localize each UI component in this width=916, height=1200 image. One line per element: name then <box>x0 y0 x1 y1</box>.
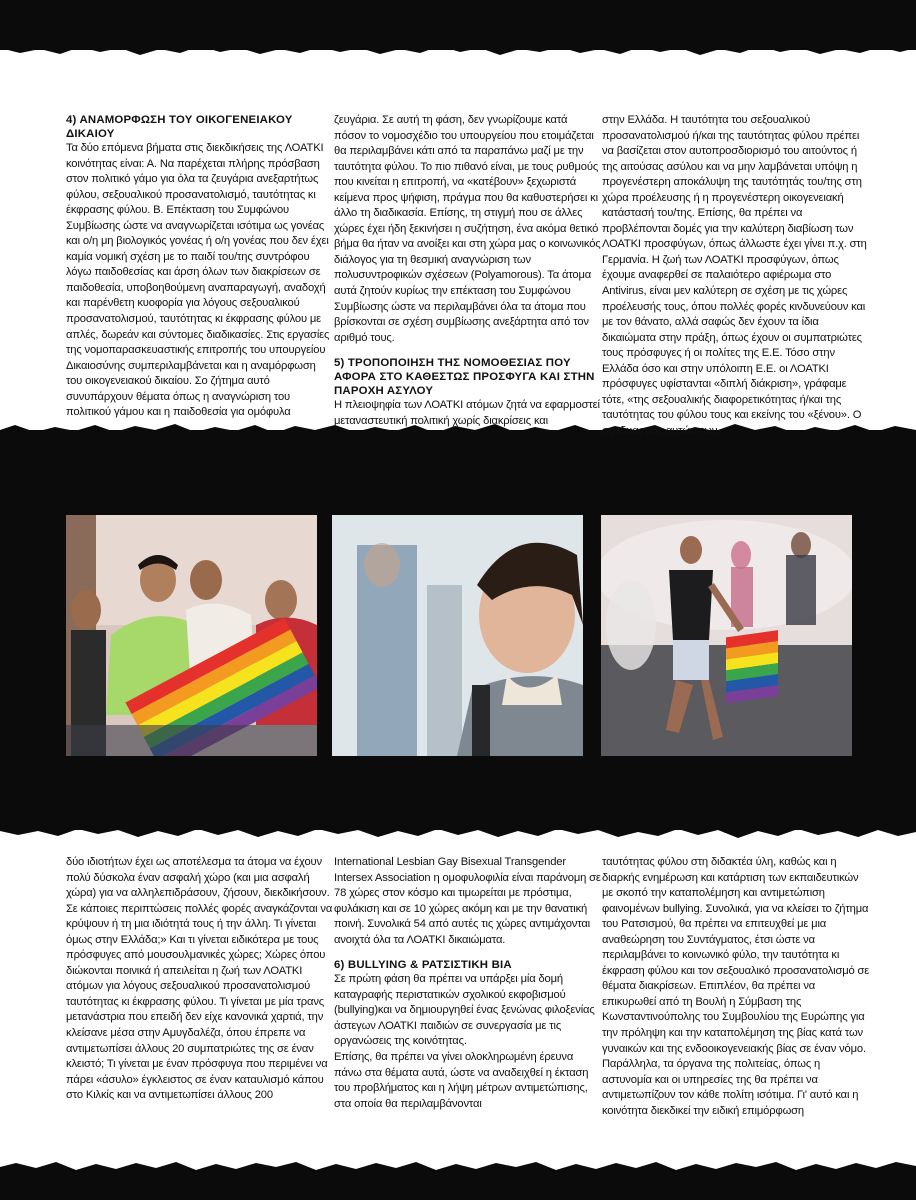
top-column-2 <box>334 113 602 429</box>
body-text: στην Ελλάδα. Η ταυτότητα του σεξουαλικού προσανατολισμού ή/και της ταυτότητας φύλου πρέπει να βασίζεται στον αυτοπροσδιορισμό του αιτούντος ή της αιτούσας ασύλου και να μην λαμβάνεται υπόψη η προγενέστερη αποκάλυψη της ταυτότητάς του/της στη χώρα προέλευσης ή η προγενέστερη οικογενειακή κατάστασή του/της. Επίσης, θα πρέπει να προβλέπονται δομές για την καλύτερη διαβίωση των ΛΟΑΤΚΙ προσφύγων, όπως άλλωστε έχει γίνει π.χ. στη Γερμανία. Η ζωή των ΛΟΑΤΚΙ προσφύγων, όπως έχουμε αναφερθεί σε παλαιότερο αφιέρωμα στο Antivirus, είναι μεν καλύτερη σε σχέση με τις χώρες προέλευσής τους, όπου πολλές φορές κινδυνεύουν και με τον θάνατο, αλλά σαφώς δεν έχουν τα ίδια δικαιώματα στην πράξη, όπως έχουν οι συμπατριώτες τους πρόσφυγες ή οι πολίτες της Ε.Ε. Τόσο στην Ελλάδα όσο και στην υπόλοιπη Ε.Ε. οι ΛΟΑΤΚΙ πρόσφυγες υφίστανται «διπλή διάκριση», γράφαμε τότε, «της σεξουαλικής διαφορετικότητας ή/και της ταυτότητας του φύλου τους και εκείνης του «ξένου». Ο συνδυασμός αυτών των <box>602 114 867 437</box>
section-heading-4: 4) ΑΝΑΜΟΡΦΩΣΗ ΤΟΥ ΟΙΚΟΓΕΝΕΙΑΚΟΥ ΔΙΚΑΙΟΥ <box>66 114 293 140</box>
photo-group-with-rainbow-flag <box>66 515 317 756</box>
torn-edge-top <box>0 40 916 60</box>
body-text: Τα δύο επόμενα βήματα στις διεκδικήσεις της ΛΟΑΤΚΙ κοινότητας είναι: Α. Να παρέχεται πλήρης πρόσβαση στον πολιτικό γάμο για όλα τα ζευγάρια ανεξαρτήτως φύλου, σεξουαλικού προσανατολισμό, ταυτότητας κι έκφρασης φύλου. Β. Επέκταση του Συμφώνου Συμβίωσης ώστε να αναγνωρίζεται ισότιμα ως γονέας και ο/η μη βιολογικός γονέας ή ο/η γονέας που δεν έχει καμία νομική σχέση με το παιδί του/της συντρόφου λόγω παιδοθεσίας και άρση όλων των διακρίσεων σε παιδοθεσία, υποβοηθούμενη αναπαραγωγή, αναδοχή και παρένθετη κυοφορία για λόγους σεξουαλικού προσανατολισμού, ταυτότητας κι έκφρασης φύλου με απλές, δωρεάν και σύντομες διαδικασίες. Στις εργασίες της νομοπαρασκευαστικής επιτροπής του υπουργείου Δικαιοσύνης συμπεριλαμβάνεται και η αναμόρφωση του οικογενειακού δικαίου. Σο ζήτημα αυτό συνυπάρχουν θέματα όπως η αναγνώριση του πολιτικού γάμου και η παιδοθεσία για ομόφυλα <box>66 142 330 419</box>
section-heading-6: 6) BULLYING & ΡΑΤΣΙΣΤΙΚΗ ΒΙΑ <box>334 959 512 972</box>
top-column-1 <box>66 113 334 421</box>
photo-protester-with-flag-tear-gas <box>601 515 852 756</box>
body-text: Σε πρώτη φάση θα πρέπει να υπάρξει μία δομή καταγραφής περιστατικών σχολικού εκφοβισμού (bullying)και να δημιουργηθεί ένας ξενώνας φιλοξενίας άστεγων ΛΟΑΤΚΙ παιδιών σε συνεργασία με τις οργανώσεις της κοινότητας. <box>334 973 595 1048</box>
bottom-column-2 <box>334 855 602 1112</box>
photo-young-man-with-backpack <box>332 515 583 756</box>
torn-edge-bottom <box>0 1158 916 1174</box>
body-text: δύο ιδιοτήτων έχει ως αποτέλεσμα τα άτομα να έχουν πολύ δύσκολα έναν ασφαλή χώρο (και μια ασφαλή χώρα) για να αλληλεπιδράσουν, ζήσουν, διεκδικήσουν. Σε κάποιες περιπτώσεις πολλές φορές αναγκάζονται να κρύψουν ή τη μια ιδιότητά τους ή την άλλη. Τι γίνεται όμως στην Ελλάδα;» Και τι γίνεται ειδικότερα με τους πρόσφυγες από μουσουλμανικές χώρες; Χώρες όπου διώκονται ποινικά ή απειλείται η ζωή των ΛΟΑΤΚΙ ατόμων για λόγους σεξουαλικού προσανατολισμού ταυτότητας κι έκφρασης φύλου. Τι γίνεται με μία τρανς μετανάστρια που επειδή δεν είχε κανονικά χαρτιά, την κλείσανε μέσα στην Αμυγδαλέζα, όπου έπρεπε να αντιμετωπίσει άλλους 20 συμπατριώτες της σε έναν κλειστό; Τι γίνεται με έναν πρόσφυγα που περιμένει να πάρει «άσυλο» έγκλειστος σε έναν καταυλισμό κάπου στο Κιλκίς και να αντιμετωπίσει άλλους 200 <box>66 856 333 1102</box>
bottom-black-band <box>0 1170 916 1200</box>
body-text: ζευγάρια. Σε αυτή τη φάση, δεν γνωρίζουμε κατά πόσον το νομοσχέδιο του υπουργείου που ετοιμάζεται θα περιλαμβάνει κάτι από τα παραπάνω μαζί με την ταυτότητα φύλου. Το πιο πιθανό είναι, με τους ρυθμούς που κινείται η επιτροπή, να «κατέβουν» ξεχωριστά κείμενα προς ψήφιση, πράγμα που θα καθυστερήσει κι άλλο τη διαδικασία. Επίσης, τη στιγμή που σε άλλες χώρες έχει ήδη ξεκινήσει η συζήτηση, ένα ακόμα θετικό βήμα θα ήταν να ανοίξει και στη χώρα μας ο κοινωνικός διάλογος για τη θεσμική αναγνώριση των πολυσυντροφικών σχέσεων (Polyamorous). Τα άτομα αυτά ζητούν κυρίως την επέκταση του Συμφώνου Συμβίωσης ώστε να περιλαμβάνει όλα τα άτομα που βρίσκονται σε σχέση συμβίωσης ανεξάρτητα από τον αριθμό τους. <box>334 114 601 344</box>
section-heading-5: 5) ΤΡΟΠΟΠΟΙΗΣΗ ΤΗΣ ΝΟΜΟΘΕΣΙΑΣ ΠΟΥ ΑΦΟΡΑ ΣΤΟ ΚΑΘΕΣΤΩΣ ΠΡΟΣΦΥΓΑ ΚΑΙ ΣΤΗΝ ΠΑΡΟΧΗ ΑΣΥΛΟΥ <box>334 357 595 398</box>
torn-edge-mid-bottom <box>0 822 916 842</box>
body-text: International Lesbian Gay Bisexual Transgender Intersex Association η ομοφυλοφιλία είναι παράνομη σε 78 χώρες στον κόσμο και τιμωρείται με πρόστιμα, φυλάκιση και σε 10 χώρες ακόμη και με την θανατική ποινή. Συνολικά 54 από αυτές τις χώρες αντιμάχονται ανοιχτά όλα τα ΛΟΑΤΚΙ δικαιώματα. <box>334 856 601 946</box>
body-text: Η πλειοψηφία των ΛΟΑΤΚΙ ατόμων ζητά να εφαρμοστεί μεταναστευτική πολιτική χωρίς διακρίσεις και <box>334 399 600 427</box>
bottom-column-3 <box>602 855 870 1119</box>
body-text: ταυτότητας φύλου στη διδακτέα ύλη, καθώς και η διαρκής ενημέρωση και κατάρτιση των εκπαιδευτικών με σκοπό την καταπολέμηση και αντιμετώπιση φαινομένων bullying. Συνολικά, για να κλείσει το ζήτημα του Ρατσισμού, θα πρέπει να επιτευχθεί με μια αναθεώρηση του Συντάγματος, έτσι ώστε να περιλαμβάνει το κοινωνικό φύλο, την ταυτότητα κι έκφραση φύλου και τον σεξουαλικό προσανατολισμό σε θέματα διακρίσεων. Επιπλέον, θα πρέπει να επικυρωθεί από τη Βουλή η Σύμβαση της Κωνσταντινούπολης του Συμβουλίου της Ευρώπης για την πρόληψη και την καταπολέμηση της βίας κατά των γυναικών και της ενδοοικογενειακής βίας σε έναν νόμο. Παράλληλα, τα όργανα της πολιτείας, όπως η αστυνομία και οι υπηρεσίες της θα πρέπει να αντιμετωπίζουν τον κάθε πολίτη ισότιμα. Γι' αυτό και η κοινότητα διεκδικεί την ειδική επιμόρφωση <box>602 856 870 1117</box>
top-column-3 <box>602 113 870 439</box>
bottom-column-1 <box>66 855 334 1104</box>
body-text: Επίσης, θα πρέπει να γίνει ολοκληρωμένη έρευνα πάνω στα θέματα αυτά, ώστε να αναδειχθεί η έκταση του προβλήματος και η λήψη μέτρων αντιμετώπισης, στα οποία θα περιλαμβάνονται <box>334 1051 589 1110</box>
